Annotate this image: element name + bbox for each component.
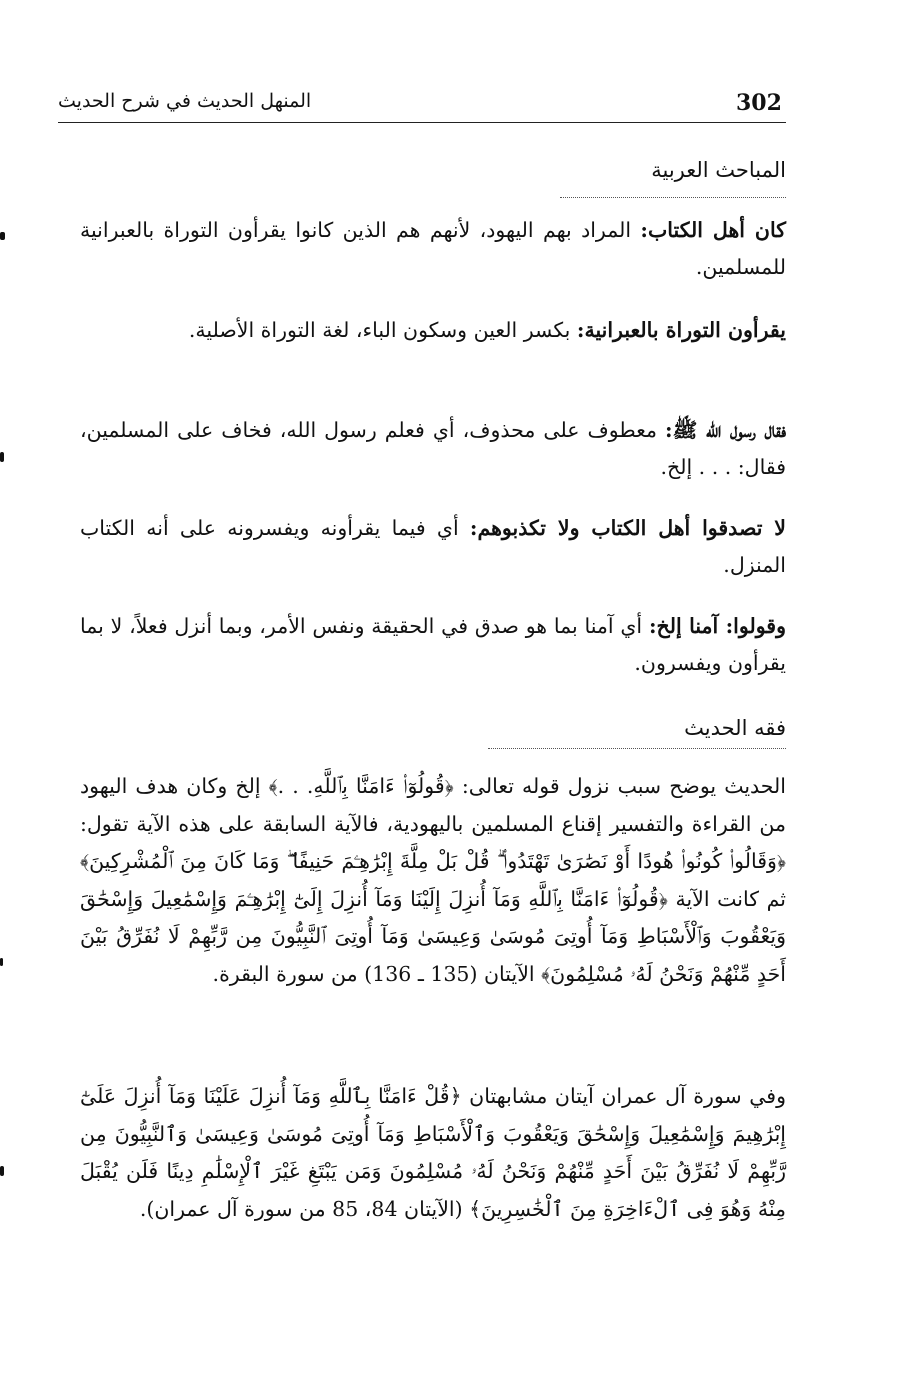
- entry-term: يقرأون التوراة بالعبرانية:: [576, 318, 786, 342]
- entry-term: فقال رسول الله ﷺ:: [665, 418, 786, 442]
- scan-mark: [0, 452, 4, 462]
- entry-paragraph: [80, 212, 786, 286]
- entry-term: كان أهل الكتاب:: [640, 218, 786, 242]
- body-paragraph: الحديث يوضح سبب نزول قوله تعالى: ﴿قُولُوٓا۟ ءَامَنَّا بِٱللَّهِ. . .﴾ إلخ وكان هدف اليهود من القراءة والتفسير إقناع المسلمين باليهودية، فالآية السابقة على هذه الآية تقول: ﴿وَقَالُوا۟ كُونُوا۟ هُودًا أَوْ نَصَٰرَىٰ تَهْتَدُوا۟ ۗ قُلْ بَلْ مِلَّةَ إِبْرَٰهِـۧمَ حَنِيفًا ۖ وَمَا كَانَ مِنَ ٱلْمُشْرِكِينَ﴾ ثم كانت الآية ﴿قُولُوٓا۟ ءَامَنَّا بِٱللَّهِ وَمَآ أُنزِلَ إِلَيْنَا وَمَآ أُنزِلَ إِلَىٰٓ إِبْرَٰهِـۧمَ وَإِسْمَٰعِيلَ وَإِسْحَٰقَ وَيَعْقُوبَ وَٱلْأَسْبَاطِ وَمَآ أُوتِىَ مُوسَىٰ وَعِيسَىٰ وَمَآ أُوتِىَ ٱلنَّبِيُّونَ مِن رَّبِّهِمْ لَا نُفَرِّقُ بَيْنَ أَحَدٍ مِّنْهُمْ وَنَحْنُ لَهُۥ مُسْلِمُونَ﴾ الآيتان (135 ـ 136) من سورة البقرة.: [80, 774, 786, 986]
- running-title: المنهل الحديث في شرح الحديث: [58, 90, 312, 112]
- section-title: فقه الحديث: [684, 716, 786, 740]
- entry-paragraph: [80, 412, 786, 486]
- section-heading-fiqh: [56, 716, 786, 746]
- entry-term: وقولوا: آمنا إلخ:: [648, 614, 786, 638]
- entry-paragraph: [80, 510, 786, 584]
- entry-text: أي فيما يقرأونه ويفسرونه على أنه الكتاب المنزل.: [80, 516, 786, 577]
- scan-mark: [0, 232, 5, 240]
- scan-mark: [0, 1166, 4, 1176]
- header-divider: [58, 122, 786, 123]
- entry-paragraph: [80, 312, 786, 349]
- section-divider: [488, 748, 786, 749]
- section-divider: [560, 197, 786, 198]
- entry-text: المراد بهم اليهود، لأنهم هم الذين كانوا يقرأون التوراة بالعبرانية للمسلمين.: [80, 218, 786, 279]
- entry-text: أي آمنا بما هو صدق في الحقيقة ونفس الأمر، وبما أنزل فعلاً، لا بما يقرأون ويفسرون.: [80, 614, 786, 675]
- section-heading-linguistic: [56, 158, 786, 188]
- body-paragraph: وفي سورة آل عمران آيتان مشابهتان ﴿قُلْ ءَامَنَّا بِٱللَّهِ وَمَآ أُنزِلَ عَلَيْنَا وَمَآ أُنزِلَ عَلَىٰٓ إِبْرَٰهِيمَ وَإِسْمَٰعِيلَ وَإِسْحَٰقَ وَيَعْقُوبَ وَٱلْأَسْبَاطِ وَمَآ أُوتِىَ مُوسَىٰ وَعِيسَىٰ وَٱلنَّبِيُّونَ مِن رَّبِّهِمْ لَا نُفَرِّقُ بَيْنَ أَحَدٍ مِّنْهُمْ وَنَحْنُ لَهُۥ مُسْلِمُونَ وَمَن يَبْتَغِ غَيْرَ ٱلْإِسْلَٰمِ دِينًا فَلَن يُقْبَلَ مِنْهُ وَهُوَ فِى ٱلْءَاخِرَةِ مِنَ ٱلْخَٰسِرِينَ﴾ (الآيتان 84، 85 من سورة آل عمران).: [80, 1084, 786, 1221]
- section-title: المباحث العربية: [651, 158, 786, 182]
- entry-text: معطوف على محذوف، أي فعلم رسول الله، فخاف على المسلمين، فقال: . . . إلخ.: [80, 418, 786, 479]
- entry-term: لا تصدقوا أهل الكتاب ولا تكذبوهم:: [469, 516, 786, 540]
- page-header: [58, 86, 788, 122]
- scan-mark: [0, 958, 3, 966]
- page-number: 302: [736, 90, 782, 116]
- entry-paragraph: [80, 608, 786, 682]
- entry-text: بكسر العين وسكون الباء، لغة التوراة الأصلية.: [188, 318, 577, 342]
